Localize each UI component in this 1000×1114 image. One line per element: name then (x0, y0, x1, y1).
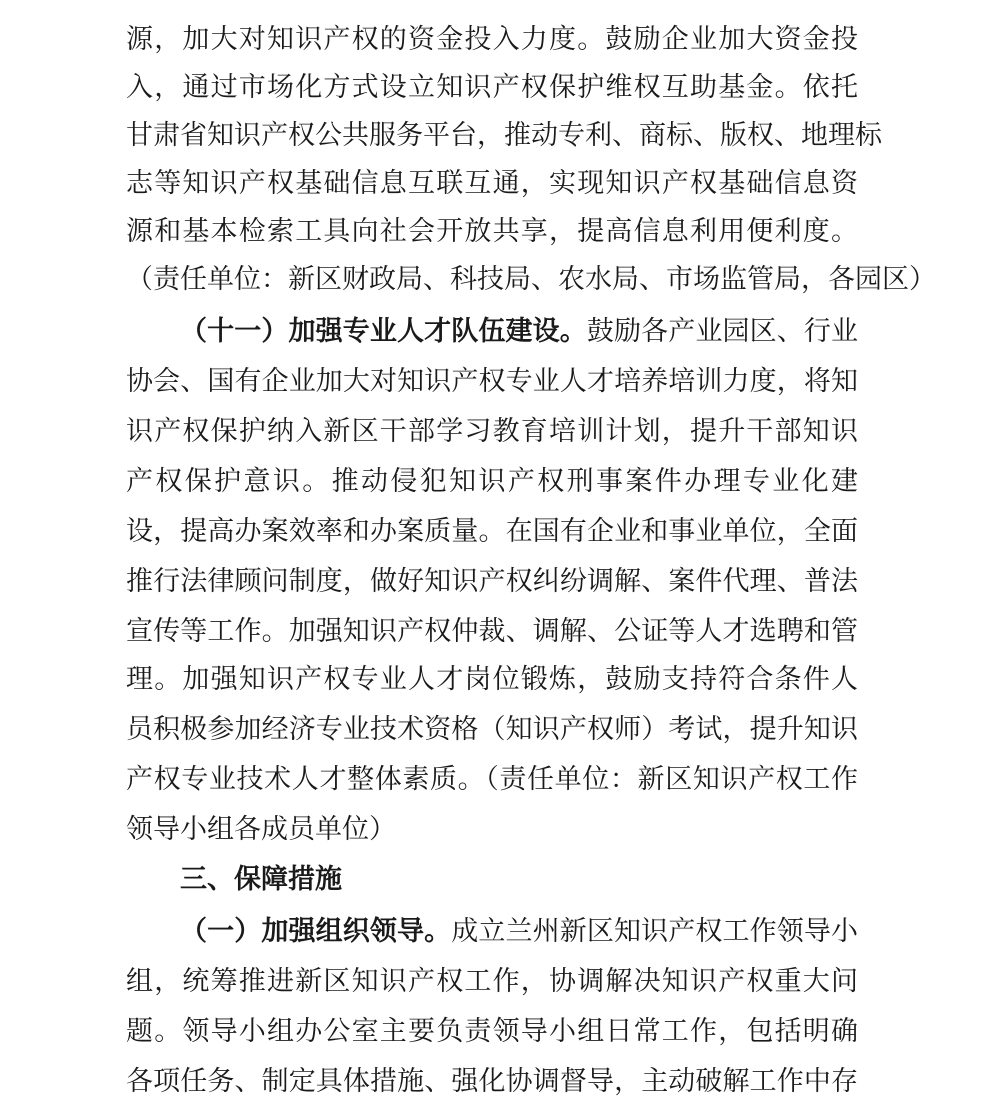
text-line: 产权专业技术人才整体素质。（责任单位：新区知识产权工作 (126, 764, 858, 795)
text-line: 入，通过市场化方式设立知识产权保护维权互助基金。依托 (126, 72, 858, 103)
text-line: 协会、国有企业加大对知识产权专业人才培养培训力度，将知 (126, 366, 858, 397)
text-line: 设，提高办案效率和办案质量。在国有企业和事业单位，全面 (126, 516, 858, 547)
text-line: 产权保护意识。推动侵犯知识产权刑事案件办理专业化建 (126, 466, 858, 497)
text-line: 源，加大对知识产权的资金投入力度。鼓励企业加大资金投 (126, 24, 858, 55)
text-line: 员积极参加经济专业技术资格（知识产权师）考试，提升知识 (126, 714, 858, 745)
paragraph-text: 鼓励各产业园区、行业 (586, 316, 858, 347)
paragraph-first-line (180, 912, 858, 952)
text-line: 组，统筹推进新区知识产权工作，协调解决知识产权重大问 (126, 966, 858, 997)
paragraph-title: （一）加强组织领导。 (180, 916, 452, 947)
section-heading: 三、保障措施 (180, 864, 342, 895)
text-line: 源和基本检索工具向社会开放共享，提高信息利用便利度。 (126, 216, 858, 247)
text-line: 各项任务、制定具体措施、强化协调督导，主动破解工作中存 (126, 1066, 858, 1097)
text-line: 志等知识产权基础信息互联互通，实现知识产权基础信息资 (126, 168, 858, 199)
text-line: 宣传等工作。加强知识产权仲裁、调解、公证等人才选聘和管 (126, 616, 858, 647)
text-line: 领导小组各成员单位） (126, 814, 396, 845)
text-line: 题。领导小组办公室主要负责领导小组日常工作，包括明确 (126, 1016, 858, 1047)
text-line: 甘肃省知识产权公共服务平台，推动专利、商标、版权、地理标 (126, 120, 882, 151)
text-line: 识产权保护纳入新区干部学习教育培训计划，提升干部知识 (126, 416, 858, 447)
text-line: 理。加强知识产权专业人才岗位锻炼，鼓励支持符合条件人 (126, 664, 858, 695)
paragraph-first-line (180, 312, 858, 352)
paragraph-title: （十一）加强专业人才队伍建设。 (180, 316, 587, 347)
paragraph-text: 成立兰州新区知识产权工作领导小 (451, 916, 858, 947)
text-line: （责任单位：新区财政局、科技局、农水局、市场监管局，各园区） (126, 264, 936, 295)
text-line: 推行法律顾问制度，做好知识产权纠纷调解、案件代理、普法 (126, 566, 858, 597)
